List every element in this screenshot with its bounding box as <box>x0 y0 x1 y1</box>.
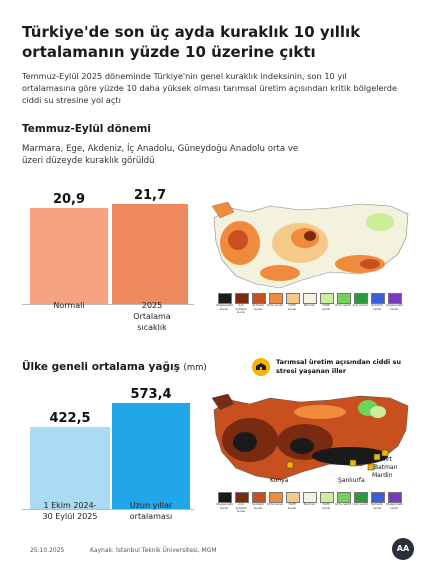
aa-logo <box>392 538 414 560</box>
legend1-label-7: Orta nemli <box>335 303 351 307</box>
map2-zone-north <box>294 405 346 419</box>
legend2-label-8: Çok nemli <box>352 502 368 506</box>
farm-icon-svg <box>252 358 270 376</box>
section1-title: Temmuz-Eylül dönemi <box>22 123 151 135</box>
legend2-label-6: Hafif nemli <box>321 502 331 510</box>
bar-2025 <box>112 204 188 304</box>
category-label-2025: 2025 Ortalama sıcaklık <box>133 301 171 332</box>
legend1-label-8: Çok nemli <box>352 303 368 307</box>
map2-zone-black-west <box>233 432 257 452</box>
value-label-normal: 20,9 <box>52 192 86 207</box>
legend2-label-5: Normal <box>303 502 315 506</box>
aa-logo-text: AA <box>396 544 410 553</box>
legend2-label-2: Şiddetli kurak <box>252 502 264 510</box>
map2-callout <box>252 356 422 386</box>
precipitation-chart <box>22 380 202 530</box>
section2-title: Ülke geneli ortalama yağış <box>22 361 180 373</box>
legend1-label-2: Şiddetli kurak <box>252 303 264 311</box>
section2-unit: (mm) <box>183 363 207 373</box>
legend1-label-1: Çok şiddetli kurak <box>235 303 247 314</box>
legend2-label-7: Orta nemli <box>335 502 351 506</box>
category-label-normal: Normali <box>53 301 85 310</box>
legend2-label-10: Olağanüstü nemli <box>386 502 404 510</box>
category-label-2024-2025: 1 Ekim 2024- 30 Eylül 2025 <box>42 501 98 521</box>
value-label-2025: 21,7 <box>133 188 167 203</box>
legend1-label-10: Olağanüstü nemli <box>386 303 404 311</box>
legend1-label-5: Normal <box>303 303 315 307</box>
city-label-konya: Konya <box>270 477 289 484</box>
map2-marker-sanliurfa <box>350 460 356 466</box>
city-label-mardin: Mardin <box>372 472 393 479</box>
drought-map-2 <box>210 390 415 490</box>
intro-text: Temmuz-Eylül 2025 döneminde Türkiye'nin genel kuraklık indeksinin, son 10 yıl ortalamasına göre yüzde 10 daha yüksek olması tarımsal üretim açısından kritik bölgelerde ciddi su stresine yol açtı <box>22 71 398 105</box>
value-label-long-term: 573,4 <box>130 387 172 402</box>
map2-zone-light <box>370 406 386 418</box>
temperature-chart <box>22 180 202 330</box>
map1-zone-northeast <box>366 213 394 231</box>
legend2-label-4: Hafif kurak <box>287 502 297 510</box>
city-label-siirt: Siirt <box>380 456 392 463</box>
value-label-2024-2025: 422,5 <box>49 411 91 426</box>
footer-date: 25.10.2025 <box>30 547 65 554</box>
bar-normal <box>30 208 108 304</box>
map2-zone-black-center <box>290 438 314 454</box>
category-label-long-term: Uzun yıllar ortalaması <box>129 501 173 521</box>
map2-marker-konya <box>287 462 293 468</box>
farm-warning-icon <box>252 358 270 376</box>
map1-legend <box>218 293 418 315</box>
city-label-batman: Batman <box>374 464 398 471</box>
bar-long-term <box>112 403 190 509</box>
map1-zone-south <box>260 265 300 281</box>
legend1-label-0: Olağanüstü kurak <box>216 303 234 311</box>
legend1-label-4: Hafif kurak <box>287 303 297 311</box>
city-label-sanliurfa: Şanlıurfa <box>338 477 365 484</box>
map1-zone-west-core <box>228 230 248 250</box>
map1-zone-center-dark <box>304 231 316 241</box>
callout-text: Tarımsal üretim açısından ciddi su stresi yaşanan iller <box>276 358 402 375</box>
legend1-label-3: Orta kurak <box>267 303 283 307</box>
legend2-label-0: Olağanüstü kurak <box>216 502 234 510</box>
section1-subtitle: Marmara, Ege, Akdeniz, İç Anadolu, Güneydoğu Anadolu orta ve üzeri düzeyde kuraklık görüldü <box>22 144 299 166</box>
legend2-label-1: Çok şiddetli kurak <box>235 502 247 513</box>
legend2-label-3: Orta kurak <box>267 502 283 506</box>
farm-icon-door <box>260 367 262 370</box>
legend1-label-6: Hafif nemli <box>321 303 331 311</box>
page-title: Türkiye'de son üç ayda kuraklık 10 yıllık ortalamanın yüzde 10 üzerine çıktı <box>22 23 361 61</box>
legend1-label-9: Şiddetli nemli <box>371 303 383 311</box>
legend2-label-9: Şiddetli nemli <box>371 502 383 510</box>
bar-2024-2025 <box>30 427 110 509</box>
map2-legend <box>218 492 418 514</box>
map1-zone-southeast-core <box>360 259 380 269</box>
section2-title-wrap <box>22 361 207 373</box>
footer-source: Kaynak: İstanbul Teknik Üniversitesi, MGM <box>90 547 217 554</box>
